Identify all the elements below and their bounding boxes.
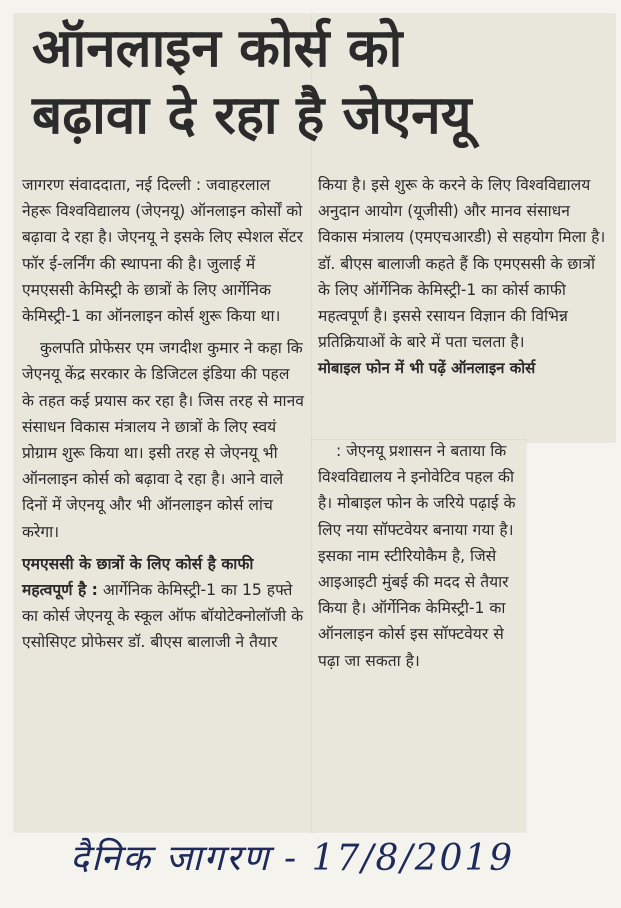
article-paragraph-balaji: किया है। इसे शुरू के करने के लिए विश्वविद्यालय अनुदान आयोग (यूजीसी) और मानव संसाधन विकास मंत्रालय (एमएचआरडी) से सहयोग मिला है। डॉ. बीएस बालाजी कहते हैं कि एमएससी के छात्रों के लिए ऑर्गेनिक केमिस्ट्री-1 का कोर्स काफी महत्वपूर्ण है। इससे रसायन विज्ञान की विभिन्न प्रतिक्रियाओं के बारे में पता चलता है। [318, 176, 606, 352]
subheading-msc: एमएससी के छात्रों के लिए कोर्स है काफी महत्वपूर्ण है : [22, 554, 254, 600]
handwritten-note: दैनिक जागरण - 17/8/2019 [70, 838, 515, 879]
article-column-left [22, 172, 304, 656]
headline-line-1: ऑनलाइन कोर्स को [32, 18, 403, 79]
headline [32, 18, 592, 146]
headline-line-2: बढ़ावा दे रहा है जेएनयू [32, 85, 472, 146]
article-text-course: आर्गेनिक केमिस्ट्री-1 का 15 हफ्ते का कोर्स जेएनयू के स्कूल ऑफ बॉयोटेक्नोलॉजी के एसोसिएट प्रोफेसर डॉ. बीएस बालाजी ने तैयार [22, 581, 304, 652]
article-paragraph-vc: कुलपति प्रोफेसर एम जगदीश कुमार ने कहा कि जेएनयू केंद्र सरकार के डिजिटल इंडिया की पहल के तहत कई प्रयास कर रहा है। जिस तरह से मानव संसाधन विकास मंत्रालय ने छात्रों के लिए स्वयं प्रोग्राम शुरू किया था। इसी तरह से जेएनयू भी ऑनलाइन कोर्स को बढ़ावा दे रहा है। आने वाले दिनों में जेएनयू और भी ऑनलाइन कोर्स लांच करेगा। [22, 339, 304, 541]
article-paragraph-course [22, 551, 304, 656]
handwritten-source-note [70, 832, 570, 892]
article-paragraph-intro: जागरण संवाददाता, नई दिल्ली : जवाहरलाल नेहरू विश्वविद्यालय (जेएनयू) ऑनलाइन कोर्सों को बढ़ावा दे रहा है। जेएनयू ने इसके लिए स्पेशल सेंटर फॉर ई-लर्निंग की स्थापना की है। जुलाई में एमएससी केमिस्ट्री के छात्रों के लिए आर्गेनिक केमिस्ट्री-1 का ऑनलाइन कोर्स शुरू किया था। [22, 176, 304, 326]
subheading-mobile: मोबाइल फोन में भी पढ़ें ऑनलाइन कोर्स [318, 359, 536, 378]
article-paragraph-mobile: : जेएनयू प्रशासन ने बताया कि विश्वविद्यालय ने इनोवेटिव पहल की है। मोबाइल फोन के जरिये पढ़ाई के लिए नया सॉफ्टवेयर बनाया गया है। इसका नाम स्टीरियोकैम है, जिसे आइआइटी मुंबई की मदद से तैयार किया है। ऑर्गेनिक केमिस्ट्री-1 का ऑनलाइन कोर्स इस सॉफ्टवेयर से पढ़ा जा सकता है। [318, 442, 516, 670]
article-column-right-lower [318, 438, 518, 674]
article-column-right [318, 172, 608, 382]
